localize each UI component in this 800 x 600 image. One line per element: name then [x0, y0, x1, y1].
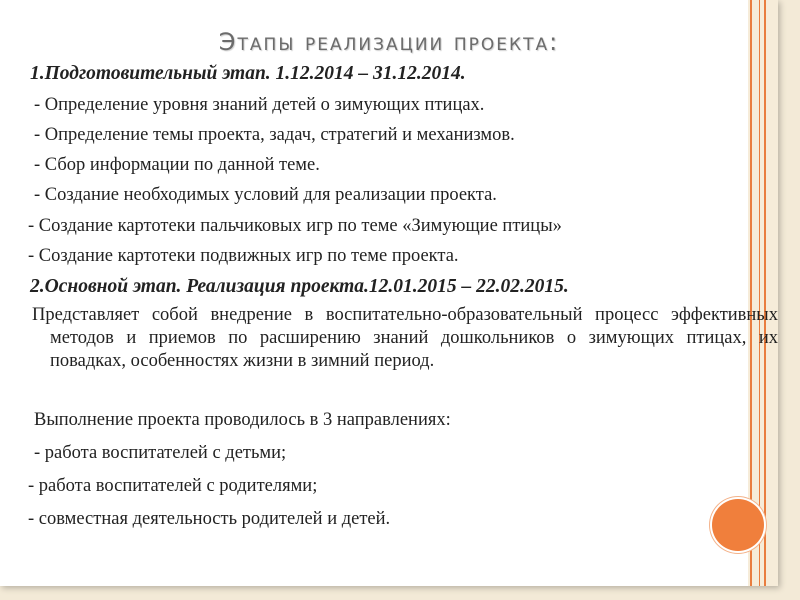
list-item: - Сбор информации по данной теме. — [34, 155, 320, 175]
list-item: - Создание картотеки пальчиковых игр по теме «Зимующие птицы» — [28, 216, 562, 236]
list-item: - Создание необходимых условий для реализации проекта. — [34, 185, 497, 205]
directions-intro: Выполнение проекта проводилось в 3 направлениях: — [34, 410, 451, 430]
list-item: - Определение уровня знаний детей о зимующих птицах. — [34, 95, 485, 115]
stage2-heading: 2.Основной этап. Реализация проекта.12.01.2015 – 22.02.2015. — [30, 276, 569, 297]
stage1-heading: 1.Подготовительный этап. 1.12.2014 – 31.12.2014. — [30, 63, 466, 84]
list-item: - работа воспитателей с родителями; — [28, 476, 318, 496]
list-item: - совместная деятельность родителей и детей. — [28, 509, 391, 529]
list-item: - работа воспитателей с детьми; — [34, 443, 287, 463]
list-item: - Создание картотеки подвижных игр по теме проекта. — [28, 246, 459, 266]
slide-title: Этапы реализации проекта: — [218, 28, 560, 56]
stage2-paragraph: Представляет собой внедрение в воспитательно-образовательный процесс эффективных методов и приемов по расширению знаний дошкольников о зимующих птицах, их повадках, особенностях жизни в зимний период. — [32, 305, 778, 371]
list-item: - Определение темы проекта, задач, стратегий и механизмов. — [34, 125, 515, 145]
